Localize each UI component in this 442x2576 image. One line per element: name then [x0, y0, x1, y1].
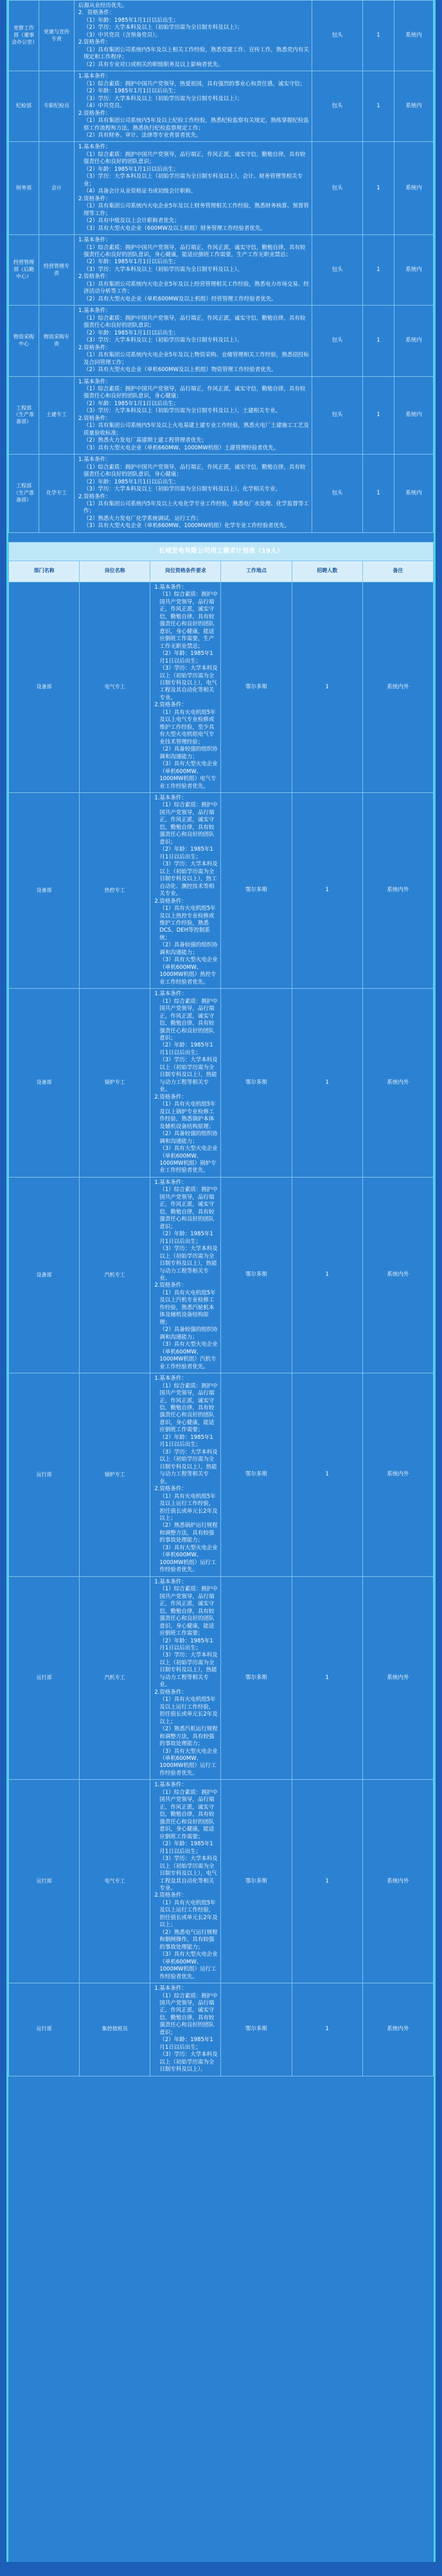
requirement-line: （1）综合素质：拥护中国共产党领导，品行端正，作风正派，诚实守信，勤勉自律，具有较强责任心和良好的团队意识，身心健康，能适应倒班工作需要；: [159, 1586, 218, 1637]
location-cell: 包头: [312, 376, 363, 455]
department-cell: 物资采购中心: [9, 306, 39, 376]
requirement-line: （3）学历：大学本科及以上（初始学历需为全日制专科及以上），化学相关专业。: [84, 486, 281, 493]
requirements-cell: [150, 582, 221, 792]
requirement-line: （2）具备较强的组织协调和沟通能力；: [159, 746, 218, 760]
requirement-line: （1）年龄：1985年1月1日以后出生；: [84, 17, 179, 24]
requirement-line: 2.资格条件：: [154, 1093, 187, 1101]
requirements-cell: [150, 1177, 221, 1373]
department-cell: 设备部: [9, 1177, 80, 1373]
remark-cell: 系统内外: [362, 1373, 433, 1577]
requirement-line: （3）学历：大学本科及以上（初始学历需为全日制专科及以上），热工自动化、测控技术等相关专业。: [159, 861, 218, 898]
requirement-line: 2.资格条件：: [78, 110, 111, 117]
requirement-line: （2）年龄：1985年1月1日以后出生；: [84, 88, 179, 95]
remark-cell: 系统内外: [362, 1576, 433, 1780]
requirement-line: （1）综合素质：拥护中国共产党领导，品行端正，作风正派，诚实守信，勤勉自律，具有较强责任心和良好的团队意识，身心健康；: [84, 464, 306, 478]
requirement-line: 2．资格条件：: [78, 10, 115, 17]
requirement-line: （1）具有火电机组5年及以上汽机专业检修工作经验，熟悉汽轮机本体及辅机设备结构原理；: [159, 1289, 216, 1326]
remark-cell: 系统内外: [362, 1983, 433, 2076]
position-cell: 汽机专工: [80, 1576, 150, 1780]
location-cell: 鄂尔多斯: [221, 1983, 292, 2076]
position-cell: 锅炉专工: [80, 989, 150, 1178]
requirement-line: 1.基本条件：: [78, 378, 111, 385]
table-row: [9, 235, 434, 306]
requirements-cell: [150, 1780, 221, 1983]
requirements-cell: [150, 1373, 221, 1577]
requirement-line: 2.资格条件：: [154, 898, 187, 905]
requirement-line: 1.基本条件：: [78, 457, 111, 464]
position-cell: 会计: [39, 142, 75, 235]
remark-cell: 系统内: [394, 376, 434, 455]
requirement-line: （1）具有火电机组5年及以上热控专业检修或维护工作经验，熟悉DCS、DEH等控制系统；: [159, 905, 216, 941]
requirement-line: （1）综合素质：拥护中国共产党领导，品行端正，作风正派，诚实守信，勤勉自律，具有较强责任心和良好的团队意识；: [159, 998, 218, 1041]
location-cell: 包头: [312, 306, 363, 376]
requirement-line: （3）学历：大学本科及以上（初始学历需为全日制专科及以上）。: [84, 337, 243, 344]
requirement-line: （1）具有火电机组5年及以上电气专业检修或维护工作经验，至少具有大型火电机组电气专业技术管理经验；: [159, 709, 216, 745]
table-row: [9, 1983, 434, 2076]
requirement-line: （2）熟悉火力发电厂化学系统调试、运行工作；: [84, 515, 202, 522]
requirement-line: 2.资格条件：: [78, 493, 111, 500]
headcount-cell: 1: [363, 455, 394, 533]
department-cell: 工程部（生产准备部）: [9, 376, 39, 455]
remark-cell: 系统内外: [362, 1177, 433, 1373]
requirement-line: （2）具有中级及以上会计职称者优先；: [84, 218, 180, 225]
requirement-line: （3）学历：大学本科及以上（初始学历需为全日制专科及以上），热能与动力工程等相关专业。: [159, 1449, 218, 1485]
requirement-line: （3）学历：大学本科及以上（初始学历需为全日制专科及以上）。: [84, 266, 243, 273]
requirement-line: 2.资格条件：: [154, 702, 187, 709]
requirement-line: （2）具有大型火电企业（单机600MW及以上机组）经营管理工作经验者优先。: [84, 295, 277, 302]
requirement-line: （1）具有集团公司系统内5年及以上相关工作经验，熟悉党建工作、宣传工作，熟悉党内有关规定和工作程序；: [84, 46, 309, 61]
requirement-line: （3）具有大型火电企业（单机600MW、1000MW机组）电气专业工作经验者优先。: [159, 761, 218, 790]
requirement-line: 2.资格条件：: [78, 344, 111, 351]
requirement-line: （1）综合素质：拥护中国共产党领导，热爱祖国，具有强烈的事业心和责任感，诚实守信；: [84, 80, 306, 87]
requirement-line: 2.资格条件：: [154, 1689, 187, 1696]
requirement-line: （2）具备较强的组织协调和沟通能力；: [159, 1327, 218, 1341]
requirement-line: 1.基本条件：: [154, 1985, 187, 1992]
requirement-line: （4）中共党员。: [84, 103, 125, 110]
requirement-line: 1.基本条件：: [154, 1782, 187, 1789]
department-cell: 运行部: [9, 1983, 80, 2076]
position-cell: 集控值班员: [80, 1983, 150, 2076]
department-cell: 设备部: [9, 989, 80, 1178]
requirement-line: （1）综合素质：拥护中国共产党领导，品行端正，作风正派，诚实守信，勤勉自律，具有较强责任心和良好的团队意识；: [159, 1992, 218, 2036]
requirement-line: （1）具有火电机组5年及以上运行工作经验，担任值长或单元长2年及以上；: [159, 1899, 218, 1929]
department-cell: 党群工作部（董事会办公室）: [9, 1, 39, 71]
remark-cell: 系统内外: [362, 1780, 433, 1983]
requirement-line: （1）具有火电机组5年及以上锅炉专业检修工作经验，熟悉锅炉本体及辅机设备结构原理；: [159, 1101, 216, 1130]
requirements-cell: [75, 376, 312, 455]
position-cell: 电气专工: [80, 1780, 150, 1983]
position-cell: 党建与宣传专责: [39, 1, 75, 71]
requirements-cell: [150, 989, 221, 1178]
requirement-line: （2）具备较强的组织协调和沟通能力；: [159, 1131, 218, 1145]
requirement-line: （3）学历：大学本科及以上（初始学历需为全日制专科及以上），电气工程及其自动化等相关专业。: [159, 665, 218, 701]
remark-cell: 系统内: [394, 235, 434, 306]
location-cell: 鄂尔多斯: [221, 582, 292, 792]
requirement-line: 1.基本条件：: [154, 1578, 187, 1585]
requirements-cell: [75, 306, 312, 376]
requirement-line: （2）年龄：1985年1月1日以后出生；: [84, 329, 179, 336]
headcount-cell: 1: [292, 989, 362, 1178]
headcount-cell: 1: [363, 1, 394, 71]
requirement-line: 1.基本条件：: [154, 584, 187, 591]
location-cell: 包头: [312, 455, 363, 533]
headcount-cell: 1: [363, 376, 394, 455]
position-cell: 汽机专工: [80, 1177, 150, 1373]
requirement-line: （3）中共党员（含预备党员）。: [84, 31, 161, 39]
requirement-line: （3）具有大型火电企业（单机600MW、1000MW机组）热控专业工作经验者优先。: [159, 957, 218, 986]
requirement-line: 1.基本条件：: [154, 795, 187, 801]
table-row: [9, 1373, 434, 1577]
header-location: 工作地点: [221, 561, 292, 582]
requirement-line: （2）年龄：1985年1月1日以后出生；: [159, 1042, 213, 1056]
requirement-line: （3）具有大型火电企业（单机600MW、1000MW机组）运行工作经验者优先。: [159, 1544, 218, 1574]
requirement-line: （1）具有集团公司系统内火电企业5年及以上财务管理相关工作经验，熟悉财务核算、预算管理等工作；: [84, 203, 309, 217]
headcount-cell: 1: [363, 306, 394, 376]
location-cell: 包头: [312, 1, 363, 71]
remark-cell: 系统内外: [362, 989, 433, 1178]
headcount-cell: 1: [292, 1983, 362, 2076]
requirement-line: 2.资格条件：: [154, 1282, 187, 1289]
headcount-cell: 1: [292, 793, 362, 989]
headcount-cell: 1: [292, 1576, 362, 1780]
requirements-cell: [150, 793, 221, 989]
table-row: [9, 1177, 434, 1373]
table-row: [9, 306, 434, 376]
requirement-line: （2）具有专业对口或相关的职级职务及以上影响者优先。: [84, 61, 224, 68]
requirement-line: 1.基本条件：: [154, 1179, 187, 1186]
requirement-line: （2）熟悉汽机运行规程和调整方法，具有较强的事故处理能力；: [159, 1726, 218, 1748]
requirement-line: （3）学历：大学本科及以上（初始学历需为全日制专科及以上），土建相关专业。: [84, 408, 281, 415]
requirement-line: 2.资格条件：: [78, 415, 111, 422]
department-cell: 工程部（生产准备部）: [9, 455, 39, 533]
table-row: [9, 142, 434, 235]
requirement-line: （3）学历：大学本科及以上（初始学历需为全日制专科及以上）；: [84, 95, 243, 102]
requirement-line: （1）具有集团公司系统内5年及以上纪检工作经验，熟悉纪检监察有关规定，熟练掌握纪检监察工作流程和方法，熟悉执行纪检监察规定工作；: [84, 117, 309, 132]
location-cell: 包头: [312, 235, 363, 306]
position-cell: 专职纪检员: [39, 71, 75, 142]
table-row: [9, 582, 434, 792]
department-cell: 运行部: [9, 1373, 80, 1577]
requirement-line: （1）具有集团公司系统内5年及以上火电基建土建专业工作经验，熟悉火电厂土建施工工艺及质量验收标准；: [84, 422, 309, 437]
department-cell: 纪检部: [9, 71, 39, 142]
remark-cell: 系统内: [394, 71, 434, 142]
headcount-cell: 1: [363, 235, 394, 306]
remark-cell: 系统内: [394, 1, 434, 71]
requirement-line: （1）具有集团公司系统内火电企业5年及以上物资采购、仓储管理相关工作经验，熟悉招投标及合同管理工作；: [84, 352, 309, 366]
requirement-line: 1.基本条件：: [78, 144, 111, 151]
requirement-line: （3）学历：大学本科及以上（初始学历需为全日制专科及以上），热能与动力工程等相关专业。: [159, 1652, 218, 1689]
requirement-line: （3）具有大型火电企业（单机600MW、1000MW机组）汽机专业工作经验者优先。: [159, 1341, 218, 1370]
department-cell: 财务部: [9, 142, 39, 235]
position-cell: 化学专工: [39, 455, 75, 533]
remark-cell: 系统内: [394, 455, 434, 533]
requirement-line: （1）具有集团公司系统内火电企业5年及以上经营管理相关工作经验，熟悉电力市场交易、经济活动分析等工作；: [84, 281, 309, 295]
recruitment-table-1: [8, 0, 434, 533]
header-position: 岗位名称: [80, 561, 150, 582]
requirement-line: （3）学历：大学本科及以上（初始学历需为全日制专科及以上），热能与动力工程等相关专业。: [159, 1246, 218, 1282]
requirement-line: 1.基本条件：: [154, 991, 187, 998]
requirement-line: （2）熟悉火力发电厂基建期土建工程管理者优先；: [84, 437, 208, 444]
location-cell: 包头: [312, 71, 363, 142]
remark-cell: 系统内: [394, 142, 434, 235]
requirement-line: （2）具备较强的组织协调和沟通能力；: [159, 942, 218, 956]
document-panel: [6, 0, 436, 2562]
position-cell: 经营管理专责: [39, 235, 75, 306]
position-cell: 锅炉专工: [80, 1373, 150, 1577]
requirement-line: （1）综合素质：拥护中国共产党领导，品行端正，作风正派，诚实守信，勤勉自律，具有较强责任心和良好的团队意识，身心健康，能适应倒班工作需要；: [159, 1382, 218, 1434]
headcount-cell: 1: [292, 1373, 362, 1577]
requirement-line: 1.基本条件：: [154, 1375, 187, 1382]
requirement-line: （4）具备会计从业资格证书或初级会计职称。: [84, 188, 197, 195]
requirement-line: 2.资格条件：: [78, 195, 111, 202]
requirement-line: （3）具有大型火电企业（单机600MW、1000MW机组）运行工作经验者优先。: [159, 1951, 218, 1980]
requirement-line: 2.资格条件：: [78, 274, 111, 281]
table-2-title: 长城发电有限公司用工需求计划表（19人）: [9, 542, 434, 561]
position-cell: 土建专工: [39, 376, 75, 455]
department-cell: 运行部: [9, 1780, 80, 1983]
requirement-line: （3）具有大型火电企业（单机600MW、1000MW机组）运行工作经验者优先。: [159, 1748, 218, 1777]
requirement-line: （3）具有大型火电企业（单机660MW、1000MW机组）化学专业工作经验者优先。: [84, 523, 290, 530]
requirement-line: 2.资格条件：: [78, 39, 111, 46]
requirement-line: （1）综合素质：拥护中国共产党领导，品行端正，作风正派，诚实守信，勤勉自律，具有较强责任心和良好的团队意识；: [84, 151, 306, 166]
requirement-line: （1）综合素质：拥护中国共产党领导，品行端正，作风正派，诚实守信，勤勉自律，具有较强责任心和良好的团队意识，身心健康，能适应倒班工作需要；: [159, 1789, 218, 1840]
requirements-cell: [75, 455, 312, 533]
table-row: [9, 71, 434, 142]
requirement-line: （2）年龄：1985年1月1日以后出生；: [159, 846, 213, 860]
requirement-line: （2）年龄：1985年1月1日以后出生；: [159, 1637, 213, 1651]
requirements-cell: [75, 1, 312, 71]
requirements-cell: [150, 1983, 221, 2076]
requirement-line: （2）年龄：1985年1月1日以后出生；: [84, 259, 179, 266]
table-row: [9, 1780, 434, 1983]
department-cell: 设备部: [9, 793, 80, 989]
requirement-line: （2）具有财务、审计、法律等专业背景者优先。: [84, 132, 202, 139]
requirement-line: （3）具有大型火电企业（600MW及以上机组）财务管理工作经验者优先。: [84, 225, 266, 232]
requirement-line: （3）学历：大学本科及以上（初始学历需为全日制专科及以上）。: [159, 2051, 218, 2073]
table-row: [9, 989, 434, 1178]
header-headcount: 招聘人数: [292, 561, 362, 582]
remark-cell: 系统内外: [362, 582, 433, 792]
header-requirements: 岗位资格条件要求: [150, 561, 221, 582]
location-cell: 包头: [312, 142, 363, 235]
requirement-line: （3）学历：大学本科及以上（初始学历需为全日制专科及以上），热能与动力工程等相关专业。: [159, 1057, 218, 1093]
requirement-line: （3）具有大型火电企业（单机600MW、1000MW机组）锅炉专业工作经验者优先。: [159, 1145, 218, 1174]
requirement-line: （2）年龄：1985年1月1日以后出生；: [84, 166, 179, 173]
headcount-cell: 1: [292, 1780, 362, 1983]
location-cell: 鄂尔多斯: [221, 793, 292, 989]
requirement-line: （3）具有大型火电企业（单机660MW、1000MW机组）土建管理经验者优先。: [84, 444, 279, 451]
table-row: [9, 455, 434, 533]
department-cell: 运行部: [9, 1576, 80, 1780]
location-cell: 鄂尔多斯: [221, 989, 292, 1178]
requirement-line: （1）具有集团公司系统内5年及以上火电化学专业工作经验，熟悉电厂水处理、化学监督等工作；: [84, 501, 309, 515]
table-row: [9, 793, 434, 989]
requirement-line: （1）综合素质：拥护中国共产党领导，品行端正，作风正派，诚实守信，勤勉自律，具有较强责任心和良好的团队意识；: [159, 1187, 218, 1230]
requirements-cell: [75, 235, 312, 306]
requirement-line: （2）年龄：1985年1月1日以后出生；: [159, 2037, 213, 2051]
requirement-line: 1.基本条件：: [78, 237, 111, 244]
requirement-line: （1）综合素质：拥护中国共产党领导，品行端正，作风正派，诚实守信，勤勉自律，具有较强责任心和良好的团队意识；: [84, 315, 306, 329]
requirement-line: 1.基本条件：: [78, 73, 111, 80]
headcount-cell: 1: [292, 582, 362, 792]
header-remark: 备注: [362, 561, 433, 582]
requirement-line: （2）年龄：1985年1月1日以后出生；: [159, 1841, 213, 1855]
requirement-line: 2.资格条件：: [154, 1486, 187, 1493]
requirement-line: （2）年龄：1985年1月1日以后出生；: [159, 650, 213, 665]
position-cell: 热控专工: [80, 793, 150, 989]
requirement-line: （2）年龄：1985年1月1日以后出生；: [159, 1434, 213, 1449]
requirement-line: 2.资格条件：: [154, 1892, 187, 1899]
requirement-line: （2）年龄：1985年1月1日以后出生；: [84, 478, 179, 485]
requirement-line: （2）年龄：1985年1月1日以后出生；: [159, 1231, 213, 1245]
position-cell: 物资采购专责: [39, 306, 75, 376]
requirement-line: （3）学历：大学本科及以上（初始学历需为全日制专科及以上），电气工程及其自动化等相关专业。: [159, 1856, 218, 1892]
requirements-cell: [75, 71, 312, 142]
requirement-line: 1.基本条件：: [78, 308, 111, 315]
requirement-line: （1）综合素质：拥护中国共产党领导，品行端正，作风正派，诚实守信，勤勉自律，具有较强责任心和良好的团队意识，身心健康，能适应倒班工作需要，生产工作无职业禁忌；: [159, 591, 218, 650]
requirement-line: （1）综合素质：拥护中国共产党领导，品行端正，作风正派，诚实守信，勤勉自律，具有较强责任心和良好的团队意识，身心健康，能适应倒班工作需要，生产工作无职业禁忌；: [84, 244, 306, 258]
remark-cell: 系统内外: [362, 793, 433, 989]
requirements-cell: [75, 142, 312, 235]
location-cell: 鄂尔多斯: [221, 1177, 292, 1373]
headcount-cell: 1: [292, 1177, 362, 1373]
requirement-line: 后源从业经历优先。: [78, 3, 128, 9]
table-row: [9, 376, 434, 455]
requirement-line: （2）熟悉电气运行规程和倒闸操作，具有较强的事故处理能力；: [159, 1929, 218, 1951]
requirement-line: （1）具有火电机组5年及以上运行工作经验，担任值长或单元长2年及以上；: [159, 1493, 218, 1522]
requirement-line: （2）年龄：1985年1月1日以后出生；: [84, 400, 179, 407]
requirement-line: （2）具有大型火电企业（单机600MW及以上机组）物资管理工作经验者优先。: [84, 367, 277, 374]
requirement-line: （1）综合素质：拥护中国共产党领导，品行端正，作风正派，诚实守信，勤勉自律，具有较强责任心和良好的团队意识，身心健康；: [84, 385, 306, 400]
department-cell: 设备部: [9, 582, 80, 792]
table-row: [9, 1, 434, 71]
location-cell: 鄂尔多斯: [221, 1780, 292, 1983]
header-dept: 部门名称: [9, 561, 80, 582]
recruitment-table-2: [8, 542, 434, 2076]
requirement-line: （3）学历：大学本科及以上（初始学历需为全日制专科及以上），会计、财务管理等相关专业；: [84, 173, 303, 187]
requirement-line: （2）学历：大学本科及以上（初始学历需为全日制专科及以上）；: [84, 24, 243, 31]
headcount-cell: 1: [363, 142, 394, 235]
requirement-line: （1）具有火电机组5年及以上运行工作经验，担任值长或单元长2年及以上；: [159, 1696, 218, 1725]
requirements-cell: [150, 1576, 221, 1780]
requirement-line: （1）综合素质：拥护中国共产党领导，品行端正，作风正派，诚实守信，勤勉自律，具有较强责任心和良好的团队意识；: [159, 802, 218, 846]
location-cell: 鄂尔多斯: [221, 1373, 292, 1577]
location-cell: 鄂尔多斯: [221, 1576, 292, 1780]
table-row: [9, 1576, 434, 1780]
department-cell: 经营管理部（后勤中心）: [9, 235, 39, 306]
requirement-line: （2）熟悉锅炉运行规程和调整方法，具有较强的事故处理能力；: [159, 1522, 218, 1544]
remark-cell: 系统内: [394, 306, 434, 376]
position-cell: 电气专工: [80, 582, 150, 792]
headcount-cell: 1: [363, 71, 394, 142]
